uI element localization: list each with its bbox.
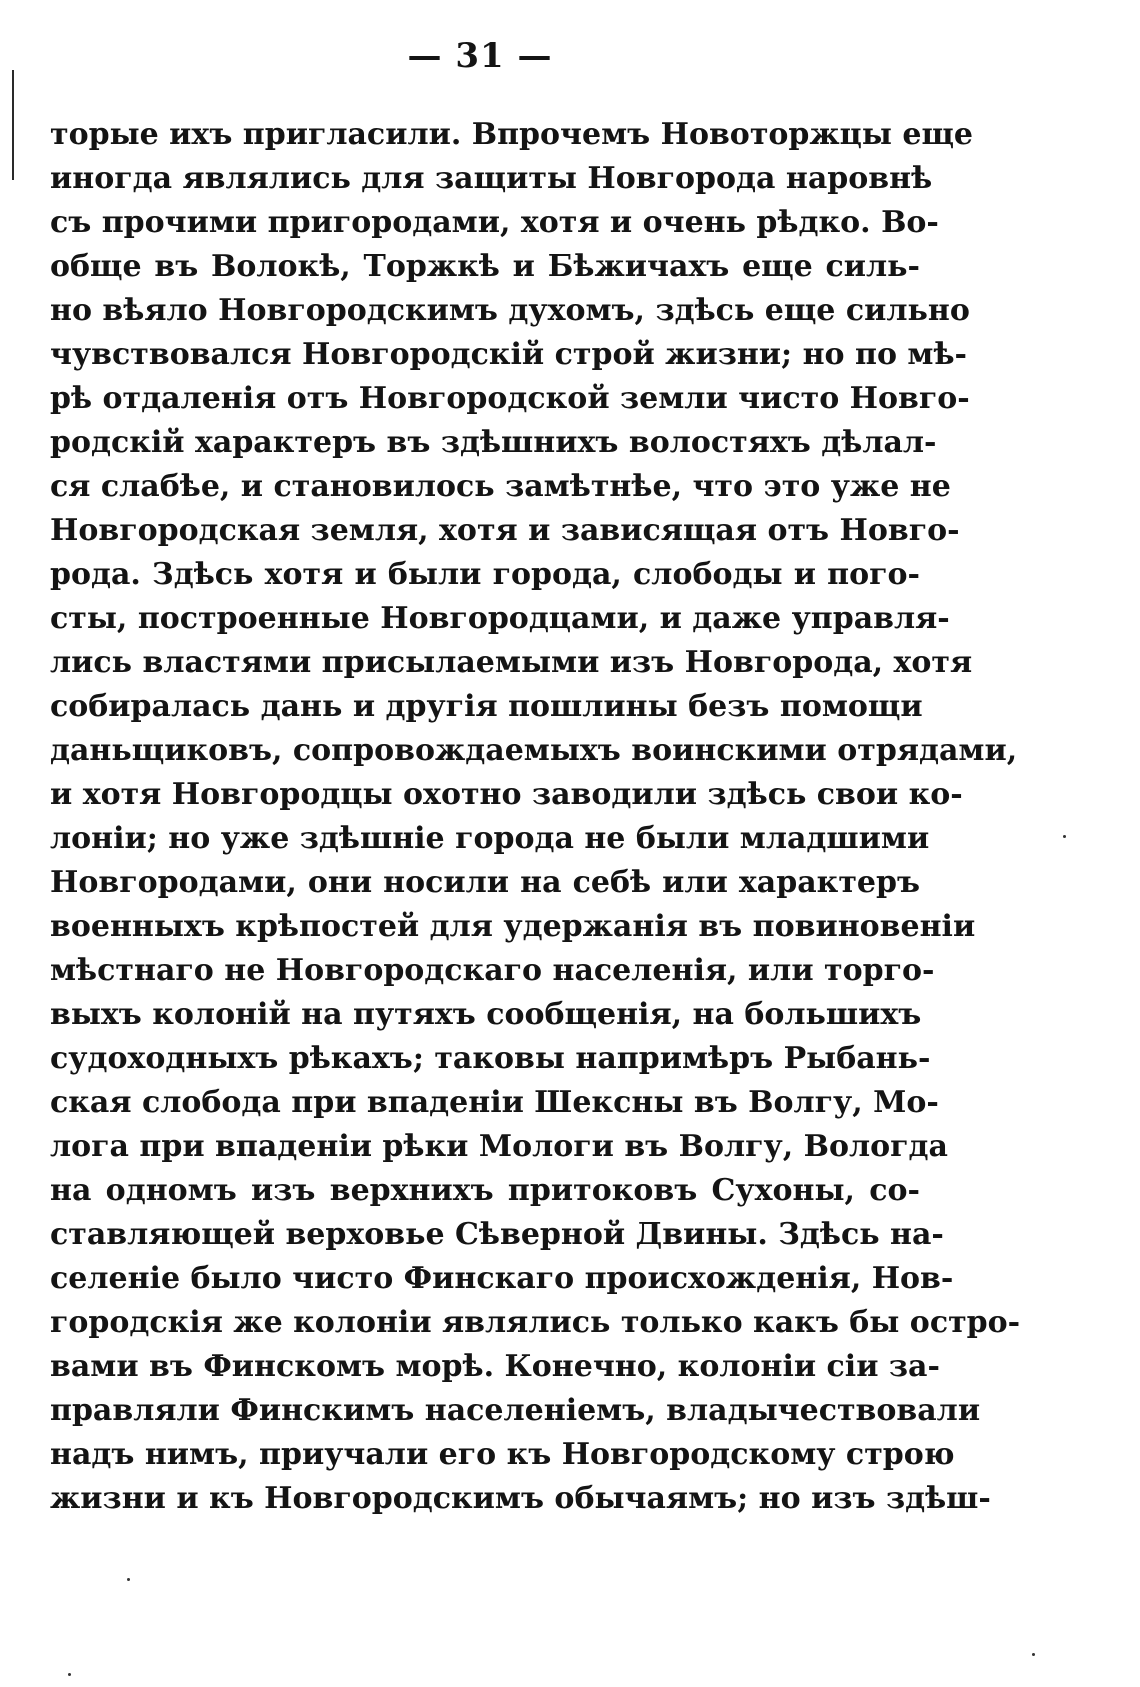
text-line: обще въ Волокѣ, Торжкѣ и Бѣжичахъ еще силь- xyxy=(50,249,920,284)
text-line: мѣстнаго не Новгородскаго населенія, или торго- xyxy=(50,953,935,988)
text-line: Новгородами, они носили на себѣ или характеръ xyxy=(50,865,920,900)
text-line: родскій характеръ въ здѣшнихъ волостяхъ дѣлал- xyxy=(50,425,937,460)
text-line: лога при впаденіи рѣки Мологи въ Волгу, Вологда xyxy=(50,1129,948,1164)
text-line: ская слобода при впаденіи Шексны въ Волгу, Мо- xyxy=(50,1085,939,1120)
text-line: выхъ колоній на путяхъ сообщенія, на большихъ xyxy=(50,997,922,1032)
scan-speck xyxy=(68,1673,71,1676)
text-line: на одномъ изъ верхнихъ притоковъ Сухоны, со- xyxy=(50,1173,920,1208)
scan-speck xyxy=(1063,835,1066,838)
text-line: судоходныхъ рѣкахъ; таковы напримѣръ Рыбань- xyxy=(50,1041,931,1076)
text-line: чувствовался Новгородскій строй жизни; но по мѣ- xyxy=(50,337,968,372)
body-text xyxy=(50,113,1021,1521)
text-line: ся слабѣе, и становилось замѣтнѣе, что это уже не xyxy=(50,469,951,504)
text-line: иногда являлись для защиты Новгорода наровнѣ xyxy=(50,161,933,196)
text-line: лоніи; но уже здѣшніе города не были младшими xyxy=(50,821,930,856)
scan-edge-mark xyxy=(12,70,14,180)
text-line: сты, построенные Новгородцами, и даже управля- xyxy=(50,601,950,636)
text-line: Новгородская земля, хотя и зависящая отъ Новго- xyxy=(50,513,960,548)
text-line: надъ нимъ, приучали его къ Новгородскому строю xyxy=(50,1437,955,1472)
text-line: съ прочими пригородами, хотя и очень рѣдко. Во- xyxy=(50,205,939,240)
text-line: рода. Здѣсь хотя и были города, слободы и пого- xyxy=(50,557,920,592)
text-line: и хотя Новгородцы охотно заводили здѣсь свои ко- xyxy=(50,777,963,812)
text-line: ставляющей верховье Сѣверной Двины. Здѣсь на- xyxy=(50,1217,944,1252)
page-number: — 31 — xyxy=(407,36,553,76)
text-line: вами въ Финскомъ морѣ. Конечно, колоніи сіи за- xyxy=(50,1349,940,1384)
text-line: жизни и къ Новгородскимъ обычаямъ; но изъ здѣш- xyxy=(50,1481,991,1516)
text-line: городскія же колоніи являлись только какъ бы остро- xyxy=(50,1305,1021,1340)
text-line: военныхъ крѣпостей для удержанія въ повиновеніи xyxy=(50,909,976,944)
text-line: даньщиковъ, сопровождаемыхъ воинскими отрядами, xyxy=(50,733,1018,768)
text-line: торые ихъ пригласили. Впрочемъ Новоторжцы еще xyxy=(50,117,973,152)
scan-speck xyxy=(127,1578,130,1581)
scan-speck xyxy=(1032,1653,1035,1656)
text-line: собиралась дань и другія пошлины безъ помощи xyxy=(50,689,923,724)
text-line: но вѣяло Новгородскимъ духомъ, здѣсь еще сильно xyxy=(50,293,970,328)
text-line: селеніе было чисто Финскаго происхожденія, Нов- xyxy=(50,1261,954,1296)
text-line: лись властями присылаемыми изъ Новгорода, хотя xyxy=(50,645,973,680)
text-line: рѣ отдаленія отъ Новгородской земли чисто Новго- xyxy=(50,381,970,416)
text-line: правляли Финскимъ населеніемъ, владычествовали xyxy=(50,1393,981,1428)
